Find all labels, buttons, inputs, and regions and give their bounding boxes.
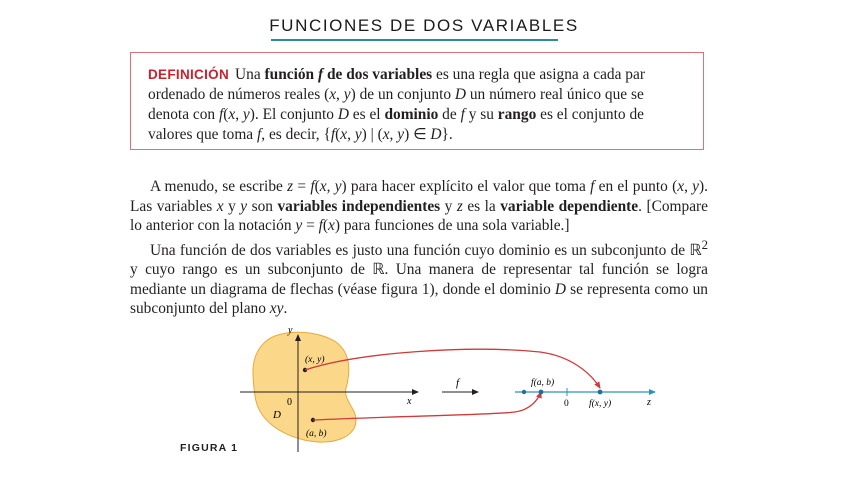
point-fab	[539, 390, 544, 395]
definition-text: Una función f de dos variables es una regla que asigna a cada par ordenado de números reales (x, y) de un conjunto D un número real único que se denota con f(x, y). El conjunto D es el dominio de f y su rango es el conjunto de valores que toma f, es decir, {f(x, y) | (x, y) ∈ D}.	[148, 66, 645, 143]
point-left	[522, 390, 526, 394]
origin-label: 0	[287, 397, 292, 408]
section-title: FUNCIONES DE DOS VARIABLES	[269, 16, 579, 35]
z-zero-label: 0	[564, 399, 569, 409]
paragraph-1: A menudo, se escribe z = f(x, y) para hacer explícito el valor que toma f en el punto (x, y). Las variables x y y son variables independientes y z es la variable dependiente. [Compare lo anterior con la notación y = f(x) para funciones de una sola variable.]	[130, 178, 708, 234]
fab-label: f(a, b)	[531, 378, 555, 388]
fxy-label: f(x, y)	[589, 399, 612, 409]
point-ab-label: (a, b)	[306, 429, 327, 439]
y-axis-label: y	[288, 325, 293, 336]
paragraph-2: Una función de dos variables es justo una función cuyo dominio es un subconjunto de ℝ$^2$ y cuyo rango es un subconjunto de ℝ. Una manera de representar tal función se logra mediante un diagrama de flechas (véase figura 1), donde el dominio D se representa como un subconjunto del plano xy.	[130, 237, 708, 318]
domain-label: D	[273, 409, 281, 421]
z-axis-label: z	[647, 397, 651, 408]
domain-region	[253, 332, 356, 442]
point-fxy	[598, 390, 603, 395]
figure-caption: FIGURA 1	[180, 442, 239, 454]
map-label-f: f	[456, 377, 460, 389]
point-xy-label: (x, y)	[305, 355, 325, 365]
definition-label: DEFINICIÓN	[148, 67, 230, 82]
x-axis-label: x	[407, 396, 412, 407]
